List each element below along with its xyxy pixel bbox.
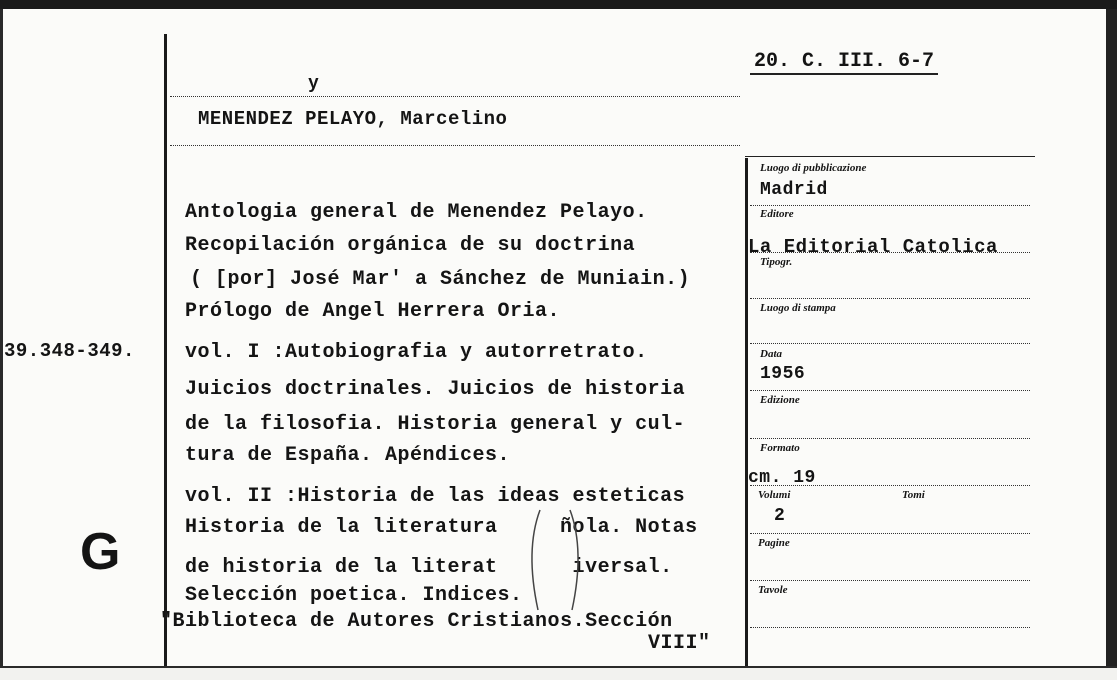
volumi-label: Volumi — [758, 489, 791, 501]
guide-line — [745, 156, 1035, 157]
editore-value: La Editorial Catolica — [748, 236, 998, 258]
title-line-8: tura de España. Apéndices. — [185, 444, 511, 467]
data-value: 1956 — [760, 364, 806, 384]
luogo-pub-value: Madrid — [760, 180, 828, 200]
title-line-12: Selección poetica. Indices. — [185, 584, 523, 607]
side-page-ref: 39.348-349. — [4, 340, 135, 362]
card-margin-rule — [164, 34, 167, 666]
guide-line — [750, 390, 1030, 391]
luogo-stampa-label: Luogo di stampa — [760, 302, 836, 314]
card-top-edge — [0, 0, 1117, 9]
guide-line — [750, 533, 1030, 534]
call-number: 20. C. III. 6-7 — [750, 50, 938, 75]
title-line-6: Juicios doctrinales. Juicios de historia — [185, 378, 686, 401]
title-line-2: Recopilación orgánica de su doctrina — [185, 234, 636, 257]
luogo-pub-label: Luogo di pubblicazione — [760, 162, 867, 174]
title-line-14: VIII" — [648, 632, 711, 655]
guide-line — [750, 205, 1030, 206]
title-line-7: de la filosofia. Historia general y cul- — [185, 413, 686, 436]
title-line-11: de historia de la literat iversal. — [185, 556, 673, 579]
data-label: Data — [760, 348, 782, 360]
title-line-13: "Biblioteca de Autores Cristianos.Sección — [160, 610, 673, 633]
tavole-label: Tavole — [758, 584, 788, 596]
guide-line — [750, 298, 1030, 299]
field-column-rule — [745, 158, 748, 666]
author-heading: MENENDEZ PELAYO, Marcelino — [198, 108, 508, 130]
title-line-3: ( [por] José Mar' a Sánchez de Muniain.) — [190, 268, 691, 291]
guide-line — [750, 580, 1030, 581]
formato-value: cm. 19 — [748, 468, 816, 488]
title-line-5: vol. I :Autobiografia y autorretrato. — [185, 341, 648, 364]
title-line-9: vol. II :Historia de las ideas esteticas — [185, 485, 686, 508]
card-right-edge — [1106, 9, 1117, 666]
guide-line — [170, 145, 740, 146]
tipogr-label: Tipogr. — [760, 256, 793, 268]
volumi-value: 2 — [774, 506, 786, 526]
title-line-10: Historia de la literatura ñola. Notas — [185, 516, 698, 539]
shelf-letter-mark: G — [80, 523, 121, 581]
tomi-label: Tomi — [902, 489, 925, 501]
guide-line — [750, 343, 1030, 344]
formato-label: Formato — [760, 442, 800, 454]
edizione-label: Edizione — [760, 394, 800, 406]
pagine-label: Pagine — [758, 537, 790, 549]
guide-line — [750, 627, 1030, 628]
card-left-edge — [0, 9, 3, 666]
guide-line — [170, 96, 740, 97]
title-line-1: Antologia general de Menendez Pelayo. — [185, 201, 648, 224]
title-line-4: Prólogo de Angel Herrera Oria. — [185, 300, 561, 323]
editore-label: Editore — [760, 208, 794, 220]
guide-line — [750, 438, 1030, 439]
stamp-mark — [520, 500, 590, 620]
author-insert-mark: y — [308, 74, 320, 94]
